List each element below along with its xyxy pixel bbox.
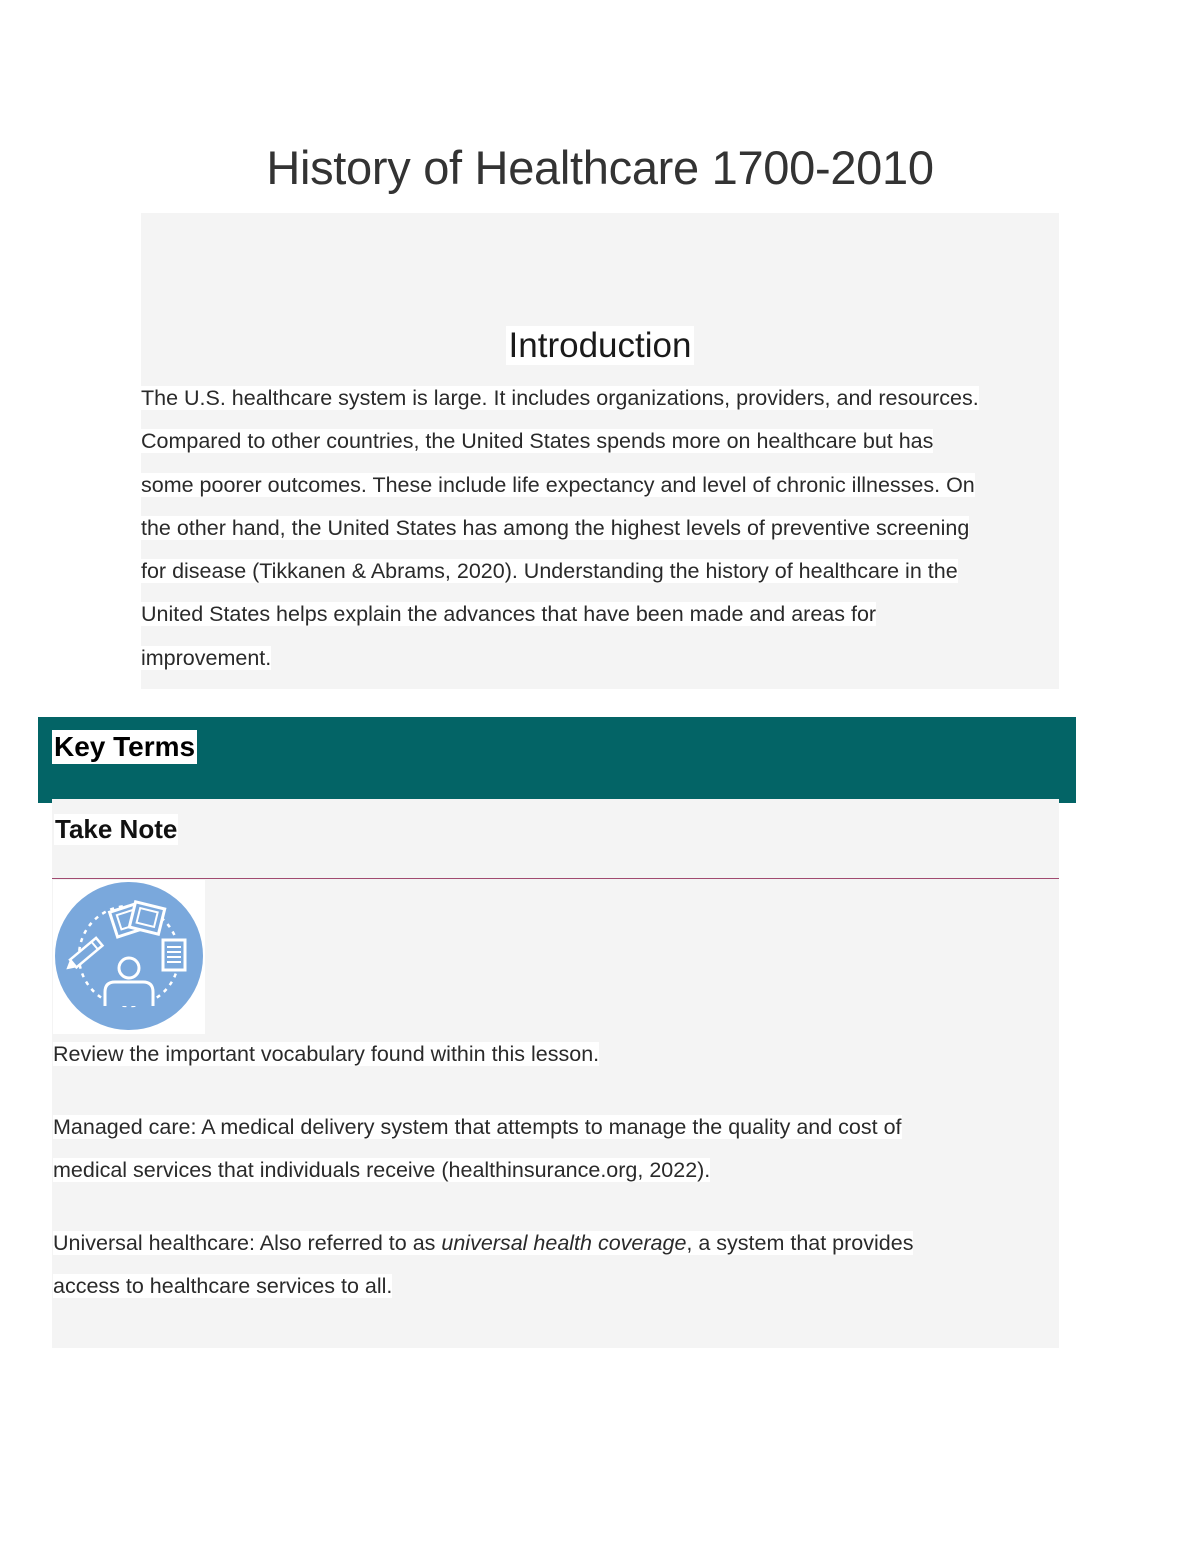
review-text <box>53 1033 1053 1076</box>
intro-line: improvement. <box>141 645 272 670</box>
introduction-body <box>141 377 1066 680</box>
term-universal-italic: universal health coverage <box>441 1231 687 1255</box>
term-managed-care-line1: Managed care: A medical delivery system that attempts to manage the quality and cost of <box>53 1115 902 1139</box>
intro-line: for disease (Tikkanen & Abrams, 2020). Understanding the history of healthcare in the <box>141 559 958 584</box>
notes-learner-icon <box>53 880 205 1034</box>
review-text-content: Review the important vocabulary found within this lesson. <box>53 1042 600 1066</box>
intro-line: Compared to other countries, the United States spends more on healthcare but has <box>141 429 934 454</box>
take-note-heading: Take Note <box>55 814 178 844</box>
introduction-heading <box>0 326 1200 366</box>
intro-line: The U.S. healthcare system is large. It includes organizations, providers, and resources. <box>141 386 979 410</box>
intro-line: United States helps explain the advances that have been made and areas for <box>141 602 877 627</box>
document-title: History of Healthcare 1700-2010 <box>266 141 934 194</box>
term-managed-care-line2: medical services that individuals receive (healthinsurance.org, 2022). <box>53 1158 711 1183</box>
introduction-heading-text: Introduction <box>506 326 695 365</box>
term-universal-healthcare <box>53 1222 1053 1309</box>
term-universal-suffix: , a system that provides <box>686 1231 914 1255</box>
term-managed-care <box>53 1106 1053 1193</box>
intro-line: the other hand, the United States has among the highest levels of preventive screening <box>141 515 970 540</box>
intro-line: some poorer outcomes. These include life expectancy and level of chronic illnesses. On <box>141 472 975 497</box>
term-universal-prefix: Universal healthcare: Also referred to as <box>53 1231 442 1255</box>
key-terms-heading: Key Terms <box>54 731 196 762</box>
divider <box>52 878 1059 879</box>
term-universal-line2: access to healthcare services to all. <box>53 1274 393 1299</box>
term-universal-line1 <box>53 1231 913 1255</box>
